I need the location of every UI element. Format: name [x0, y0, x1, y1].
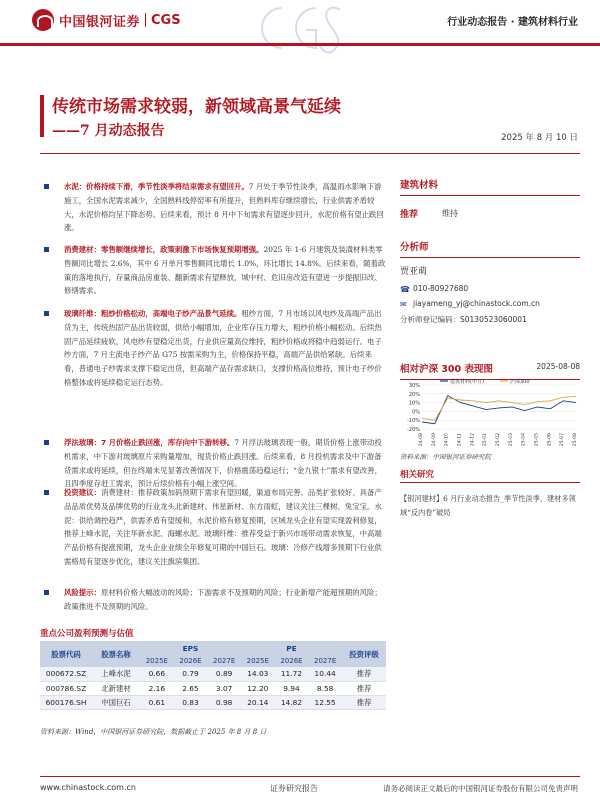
header-pe: PE [241, 641, 342, 655]
cell-pe: 12.55 [308, 695, 342, 709]
footer-doc-type: 证券研究报告 [270, 784, 318, 793]
industry-heading: 建筑材料 [400, 180, 439, 191]
chart-x-tick: 25-04 [521, 433, 527, 447]
bullet-marker [44, 490, 49, 495]
logo-divider [145, 13, 146, 27]
analyst-phone: 010-80927680 [413, 283, 469, 293]
bullet-text: 2025 年 1-6 月建筑及装潢材料类零售额同比增长 2.6%，其中 6 月单月零售额同比增长 1.0%，环比增长 14.8%。后续来看，随着政策的落地执行，存量商品房重装、翻新需求有望释放，城中村、危旧房改造有望进一步提振旧改、修缮需求。 [64, 245, 386, 296]
cell-pe: 14.82 [275, 695, 309, 709]
estimates-table [40, 641, 386, 710]
table-row [40, 695, 386, 709]
related-research-item[interactable]: 【银河建材】6 月行业动态报告_季节性淡季，建材多领域“反内卷”破局 [400, 494, 576, 517]
chart-y-tick: -20% [407, 427, 420, 433]
logo-en: CGS [151, 12, 181, 28]
table-title: 重点公司盈利预测与估值 [40, 629, 134, 639]
bullet-lead: 水泥：价格持续下滑，季节性淡季将结束需求有望回升。 [64, 182, 249, 191]
header-year: 2025E [241, 655, 275, 667]
chart-x-tick: 24-08 [419, 433, 424, 447]
cell-eps: 0.83 [174, 695, 208, 709]
bullet-investment-advice [40, 486, 386, 569]
bullet-text: 原材料价格大幅波动的风险；下游需求不及预期的风险；行业新增产能超预期的风险；政策推进不及预期的风险。 [64, 588, 382, 611]
analyst-email-row [400, 296, 580, 312]
cell-code: 600176.SH [40, 695, 92, 709]
bullet-marker [44, 590, 49, 595]
relative-performance-heading [400, 361, 580, 375]
chart-x-tick: 25-07 [560, 433, 566, 447]
cell-code: 000786.SZ [40, 681, 92, 695]
cell-pe: 9.94 [275, 681, 309, 695]
logo-mark-icon [32, 9, 54, 31]
cgs-watermark-icon [256, 0, 346, 58]
analyst-heading: 分析师 [400, 242, 429, 253]
bullet-marker [44, 247, 49, 252]
cell-eps: 0.79 [174, 667, 208, 681]
cell-eps: 2.16 [140, 681, 174, 695]
analyst-heading-block [400, 239, 580, 258]
cell-rating: 推荐 [342, 667, 386, 681]
chart-y-tick: 10% [408, 400, 420, 407]
cell-eps: 0.98 [207, 695, 241, 709]
bullet-marker [44, 184, 49, 189]
bullet-lead: 玻璃纤维：粗纱价格松动，高端电子纱产品景气延续。 [64, 309, 242, 318]
analyst-info [400, 265, 580, 327]
bullet-lead: 消费建材：零售额继续增长，政策刺激下市场恢复预期增强。 [64, 245, 264, 254]
company-logo [32, 9, 181, 31]
header-eps: EPS [140, 641, 241, 655]
header-year: 2027E [207, 655, 241, 667]
email-icon: ✉ [400, 300, 407, 309]
bullet-float-glass [40, 436, 386, 491]
title-accent-bar [40, 95, 44, 137]
bullet-text: 7 月浮法玻璃表现一般，期货价格上涨带动投机需求，中下游对玻璃原片采购量增加，现货价格止跌回涨。后续来看，8 月投机需求及中下游备货需求或将延续，但在终端未见显著改善情况下，价格震荡趋稳运行；“金九银十”需求有望改善，且四季度存赶工需求，预计后续价格有小幅上涨空间。 [64, 438, 382, 489]
header-year: 2025E [140, 655, 174, 667]
cell-eps: 3.07 [207, 681, 241, 695]
cell-rating: 推荐 [342, 695, 386, 709]
chart-y-tick: 30% [408, 383, 420, 389]
chart-y-tick: 20% [408, 391, 420, 398]
chart-x-tick: 25-02 [496, 433, 501, 447]
chart-x-tick: 24-09 [431, 433, 437, 447]
bullet-marker [44, 311, 49, 316]
cell-code: 000672.SZ [40, 667, 92, 681]
table-row [40, 667, 386, 681]
header-year: 2026E [275, 655, 309, 667]
chart-legend-label: 建筑材料(申万) [450, 379, 484, 385]
cell-eps: 0.66 [140, 667, 174, 681]
bullet-marker [44, 440, 49, 445]
chart-source: 资料来源：中国银河证券研究院 [400, 453, 491, 461]
cell-pe: 10.44 [308, 667, 342, 681]
analyst-phone-row [400, 281, 580, 297]
chart-x-tick: 25-05 [534, 433, 540, 447]
cell-pe: 8.58 [308, 681, 342, 695]
title-rule [40, 153, 580, 154]
analyst-name: 贾亚萌 [400, 267, 428, 277]
bullet-consumer-materials [40, 243, 386, 298]
bullet-glass-fiber [40, 307, 386, 390]
relative-performance-chart [400, 377, 580, 449]
logo-cn: 中国银河证券 [59, 14, 141, 30]
relative-performance-date: 2025-08-08 [536, 362, 580, 371]
analyst-cert: 分析师登记编码：S0130523060001 [400, 314, 527, 324]
cell-eps: 2.65 [174, 681, 208, 695]
chart-x-tick: 25-01 [483, 433, 489, 447]
chart-x-tick: 25-06 [547, 433, 553, 447]
report-subtitle: ——7 月动态报告 [52, 123, 165, 139]
report-category: 行业动态报告 · 建筑材料行业 [447, 17, 578, 28]
cell-pe: 11.72 [275, 667, 309, 681]
chart-legend-label: 沪深300 [510, 379, 530, 385]
relative-performance-title: 相对沪深 300 表现图 [400, 364, 493, 375]
bullet-text: 消费建材：推荐政策加码预期下需求有望回暖，渠道布局完善、品类扩张较好、具备产品品质优势及品牌优势的行业龙头北新建材、伟星新材、东方雨虹，建议关注三棵树、兔宝宝。水泥：供给调控趋严，供需矛盾有望缓和，水泥价格有修复预期，区域龙头企业有望实现盈利修复，推荐上峰水泥，关注华新水泥、海螺水泥。玻璃纤维：推荐受益于新兴市场带动需求恢复，中高端产品价格有提涨预期，龙头企业业绩全年修复可期的中国巨石。玻璃：冷修产线增多预期下行业供需格局有望逐步优化，建议关注旗滨集团。 [64, 488, 382, 566]
header-year: 2026E [174, 655, 208, 667]
table-source: 资料来源：Wind，中国银河证券研究院，数据截止于 2025 年 8 月 8 日 [40, 728, 267, 736]
footer-disclaimer: 请务必阅读正文最后的中国银河证券股份有限公司免责声明 [383, 784, 578, 793]
phone-icon: ☎ [400, 284, 410, 294]
chart-y-tick: 0% [412, 409, 420, 416]
rating-label: 推荐 [400, 210, 419, 220]
header-name: 股票名称 [92, 641, 140, 667]
header-year: 2027E [308, 655, 342, 667]
sidebar-rule [400, 195, 580, 196]
rating-block [400, 207, 580, 220]
bullet-lead: 投资建议： [64, 488, 101, 497]
analyst-email[interactable]: jiayameng_yj@chinastock.com.cn [413, 299, 540, 308]
chart-x-tick: 24-10 [444, 433, 450, 447]
bullet-text: 7 月处于季节性淡季，高温雨水影响下游施工，全国水泥需求减少，全国熟料线停窑率有所提升，但熟料库存继续增长，行业供需矛盾较大，水泥价格均呈下降态势。后续来看，预计 8 月中下旬需求有望逐步回升，水泥价格有望止跌回涨。 [64, 182, 384, 233]
bullet-risk [40, 586, 386, 614]
page-header [0, 0, 600, 44]
rating-value: 维持 [442, 209, 458, 218]
chart-y-tick: -10% [407, 418, 420, 425]
cell-name: 北新建材 [92, 681, 140, 695]
bullet-lead: 浮法玻璃：7 月价格止跌回涨，库存向中下游转移。 [64, 438, 235, 447]
cell-pe: 14.03 [241, 667, 275, 681]
sidebar-rule [400, 257, 580, 258]
header-rule [0, 43, 600, 46]
bullet-text: 粗纱方面，7 月市场以风电纱及高端产品出货为主，传统热固产品出货较弱，供给小幅增加，企业库存压力增大，粗纱价格小幅松动。后续热固产品延续疲软，风电纱有望稳定出货，行业供应量高位维持，粗纱价格或将稳中趋弱运行。电子纱方面，7 月主流电子纱产品 G75 按需采购为主，价格保持平稳，高端产品供给紧缺。后续来看，普通电子纱需求支撑下稳定出货，但高端产品存需求缺口，支撑价格高位维持，预计电子纱价格整体或将延续稳定运行态势。 [64, 309, 382, 387]
cell-eps: 0.61 [140, 695, 174, 709]
table-header-row [40, 641, 386, 655]
bullet-cement [40, 180, 386, 235]
cell-pe: 20.14 [241, 695, 275, 709]
footer-rule [40, 776, 580, 777]
chart-x-tick: 24-12 [470, 433, 476, 447]
chart-x-tick: 24-11 [457, 433, 463, 447]
cell-rating: 推荐 [342, 681, 386, 695]
footer-website[interactable]: www.chinastock.com.cn [40, 783, 136, 792]
sidebar-rule [400, 482, 580, 483]
cell-pe: 12.20 [241, 681, 275, 695]
header-code: 股票代码 [40, 641, 92, 667]
report-title: 传统市场需求较弱，新领域高景气延续 [52, 97, 341, 117]
report-date: 2025 年 8 月 10 日 [501, 133, 578, 143]
cell-name: 上峰水泥 [92, 667, 140, 681]
header-rating: 投资评级 [342, 641, 386, 667]
cell-eps: 0.89 [207, 667, 241, 681]
table-row [40, 681, 386, 695]
sidebar [400, 177, 580, 517]
chart-x-tick: 25-08 [573, 433, 578, 447]
bullet-lead: 风险提示： [64, 588, 101, 597]
chart-x-tick: 25-03 [508, 433, 514, 447]
cell-name: 中国巨石 [92, 695, 140, 709]
related-research-heading: 相关研究 [400, 470, 435, 480]
